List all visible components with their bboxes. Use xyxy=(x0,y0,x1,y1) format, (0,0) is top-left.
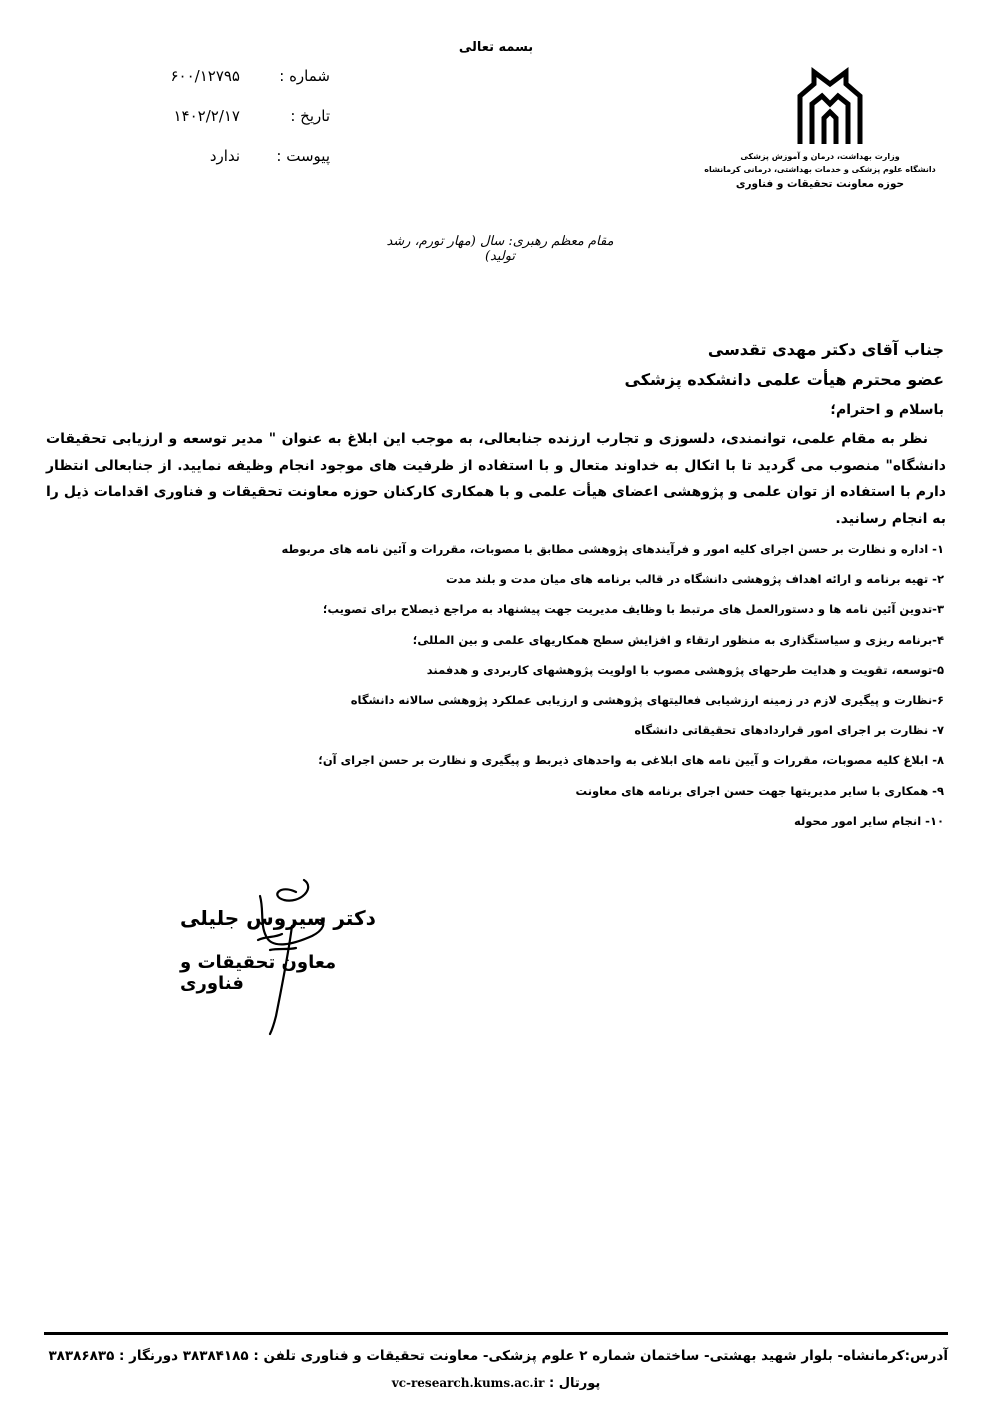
date-label: تاریخ : xyxy=(290,107,330,125)
department-name: حوزه معاونت تحقیقات و فناوری xyxy=(735,178,905,190)
handwritten-signature-icon xyxy=(200,866,360,1036)
university-name: دانشگاه علوم پزشکی و خدمات بهداشتی، درمانی کرمانشاه xyxy=(704,165,936,174)
list-item: ۱- اداره و نظارت بر حسن اجرای کلیه امور و فرآیندهای پژوهشی مطابق با مصوبات، مقررات و آئین نامه های مربوطه xyxy=(281,542,944,556)
recipient-position: عضو محترم هیأت علمی دانشکده پزشکی xyxy=(624,370,944,389)
portal-link[interactable]: vc-research.kums.ac.ir xyxy=(391,1376,545,1390)
basmala: بسمه تعالی xyxy=(458,40,534,55)
recipient-name: جناب آقای دکتر مهدی تقدسی xyxy=(707,340,944,359)
list-item: ۳-تدوین آئین نامه ها و دستورالعمل های مرتبط با وظایف مدیریت جهت پیشنهاد به مراجع ذیصلاح برای تصویب؛ xyxy=(322,602,944,617)
organization-block xyxy=(700,150,940,192)
footer-divider xyxy=(44,1332,948,1335)
attachment-label: پیوست : xyxy=(276,147,330,165)
year-slogan: مقام معظم رهبری: سال (مهار تورم، رشد تولید) xyxy=(386,234,614,264)
list-item: ۷- نظارت بر اجرای امور قراردادهای تحقیقاتی دانشگاه xyxy=(634,723,944,738)
list-item: ۶-نظارت و پیگیری لازم در زمینه ارزشیابی فعالیتهای پژوهشی و ارزیابی عملکرد پژوهشی سالانه دانشگاه xyxy=(350,692,944,707)
list-item: ۲- تهیه برنامه و ارائه اهداف پژوهشی دانشگاه در قالب برنامه های میان مدت و بلند مدت xyxy=(445,572,944,587)
list-item: ۱۰- انجام سایر امور محوله xyxy=(793,813,944,828)
letter-body: نظر به مقام علمی، توانمندی، دلسوزی و تجارب ارزنده جنابعالی، به موجب این ابلاغ به عنوان " مدیر توسعه و ارزیابی تحقیقات دانشگاه" منصوب می گردید تا با اتکال به خداوند متعال و با استفاده از ظرفیت های موجود انجام وظیفه نمایید. از جنابعالی انتظار دارم با استفاده از توان علمی و پژوهشی اعضای هیأت علمی و با همکاری کارکنان حوزه معاونت تحقیقات و فناوری اقدامات ذیل را به انجام رسانید. xyxy=(46,431,946,527)
greeting: باسلام و احترام؛ xyxy=(830,402,944,418)
university-logo-icon xyxy=(794,66,866,148)
attachment-value: ندارد xyxy=(209,147,240,165)
list-item: ۸- ابلاغ کلیه مصوبات، مقررات و آیین نامه های ابلاغی به واحدهای ذیربط و پیگیری و نظارت بر حسن اجرای آن؛ xyxy=(318,753,944,768)
number-value: ۶۰۰/۱۲۷۹۵ xyxy=(170,67,240,85)
portal-label: پورتال : xyxy=(548,1376,601,1391)
letter-attachment xyxy=(140,146,330,166)
list-item: ۴-برنامه ریزی و سیاستگذاری به منظور ارتقاء و افزایش سطح همکاریهای علمی و بین المللی؛ xyxy=(412,632,944,647)
letter-date xyxy=(140,106,330,126)
ministry-name: وزارت بهداشت، درمان و آموزش پزشکی xyxy=(740,152,900,161)
list-item: ۹- همکاری با سایر مدیریتها جهت حسن اجرای برنامه های معاونت xyxy=(575,783,944,798)
duties-list xyxy=(224,538,944,840)
footer-portal xyxy=(200,1376,792,1391)
signatory-name: دکتر سیروس جلیلی xyxy=(180,906,376,930)
date-value: ۱۴۰۲/۲/۱۷ xyxy=(173,107,240,125)
letter-number xyxy=(140,66,330,86)
number-label: شماره : xyxy=(279,67,330,85)
signatory-title: معاون تحقیقات و فناوری xyxy=(180,952,337,994)
list-item: ۵-توسعه، تقویت و هدایت طرحهای پژوهشی مصوب با اولویت پژوهشهای کاربردی و هدفمند xyxy=(426,662,944,677)
footer-address: آدرس:کرمانشاه- بلوار شهید بهشتی- ساختمان شماره ۲ علوم پزشکی- معاونت تحقیقات و فناوری تلفن : ۳۸۳۸۴۱۸۵ دورنگار : ۳۸۳۸۶۸۳۵ xyxy=(48,1348,948,1364)
